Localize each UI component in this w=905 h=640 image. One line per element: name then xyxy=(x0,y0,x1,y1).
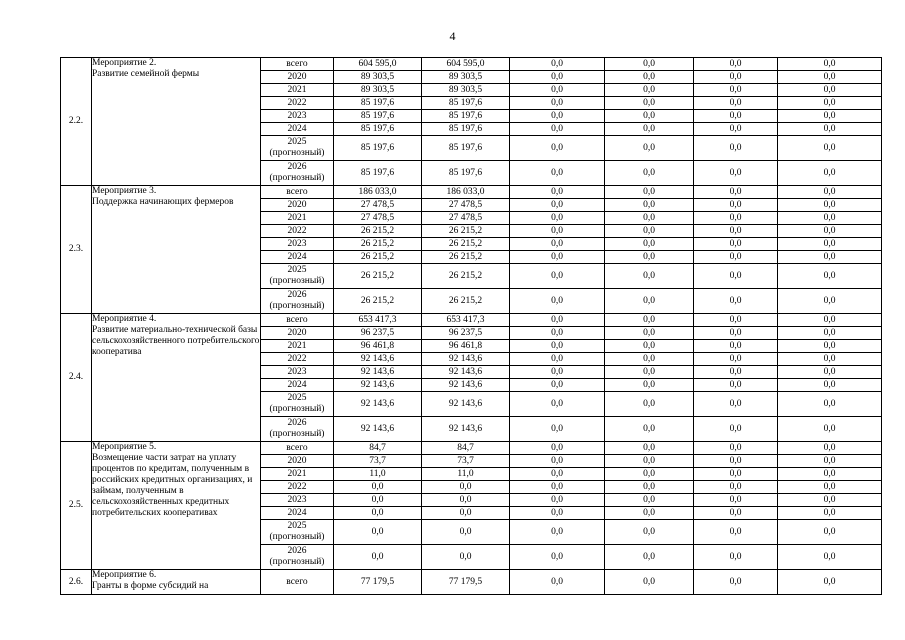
amount-cell: 0,0 xyxy=(694,161,778,186)
amount-cell: 0,0 xyxy=(510,225,605,238)
amount-cell: 0,0 xyxy=(778,123,882,136)
amount-cell: 0,0 xyxy=(605,481,694,494)
amount-cell: 92 143,6 xyxy=(334,366,422,379)
section-number: 2.2. xyxy=(61,58,92,186)
amount-cell: 0,0 xyxy=(778,494,882,507)
amount-cell: 0,0 xyxy=(778,58,882,71)
amount-cell: 96 461,8 xyxy=(422,340,510,353)
amount-cell: 11,0 xyxy=(334,468,422,481)
amount-cell: 77 179,5 xyxy=(334,570,422,595)
amount-cell: 0,0 xyxy=(510,71,605,84)
amount-cell: 0,0 xyxy=(605,494,694,507)
amount-cell: 0,0 xyxy=(694,97,778,110)
period-cell xyxy=(261,97,334,110)
amount-cell: 0,0 xyxy=(605,455,694,468)
amount-cell: 26 215,2 xyxy=(334,289,422,314)
amount-cell: 0,0 xyxy=(605,238,694,251)
period-cell xyxy=(261,84,334,97)
period-note: (прогнозный) xyxy=(269,532,325,542)
amount-cell: 0,0 xyxy=(510,314,605,327)
amount-cell: 0,0 xyxy=(778,392,882,417)
amount-cell: 92 143,6 xyxy=(334,417,422,442)
amount-cell: 0,0 xyxy=(510,520,605,545)
period-cell xyxy=(261,123,334,136)
table-row xyxy=(61,58,882,71)
amount-cell: 604 595,0 xyxy=(334,58,422,71)
amount-cell: 0,0 xyxy=(778,238,882,251)
amount-cell: 85 197,6 xyxy=(422,110,510,123)
amount-cell: 92 143,6 xyxy=(334,379,422,392)
period-cell xyxy=(261,212,334,225)
amount-cell: 0,0 xyxy=(778,161,882,186)
period-cell xyxy=(261,58,334,71)
amount-cell: 186 033,0 xyxy=(334,186,422,199)
amount-cell: 0,0 xyxy=(510,238,605,251)
period-cell xyxy=(261,71,334,84)
amount-cell: 0,0 xyxy=(694,264,778,289)
period-label: 2024 xyxy=(287,379,307,390)
amount-cell: 0,0 xyxy=(694,545,778,570)
amount-cell: 26 215,2 xyxy=(334,238,422,251)
amount-cell: 0,0 xyxy=(510,481,605,494)
amount-cell: 27 478,5 xyxy=(334,212,422,225)
amount-cell: 604 595,0 xyxy=(422,58,510,71)
period-label: 2022 xyxy=(287,225,307,236)
amount-cell: 0,0 xyxy=(510,136,605,161)
amount-cell: 0,0 xyxy=(605,199,694,212)
period-label: 2023 xyxy=(287,494,307,505)
period-label: 2021 xyxy=(287,84,307,95)
amount-cell: 0,0 xyxy=(510,570,605,595)
amount-cell: 0,0 xyxy=(510,251,605,264)
amount-cell: 0,0 xyxy=(334,481,422,494)
period-label: 2020 xyxy=(287,327,307,338)
amount-cell: 0,0 xyxy=(605,186,694,199)
amount-cell: 0,0 xyxy=(605,84,694,97)
amount-cell: 85 197,6 xyxy=(422,136,510,161)
amount-cell: 186 033,0 xyxy=(422,186,510,199)
amount-cell: 92 143,6 xyxy=(422,366,510,379)
amount-cell: 85 197,6 xyxy=(422,97,510,110)
amount-cell: 0,0 xyxy=(605,97,694,110)
section-number: 2.3. xyxy=(61,186,92,314)
amount-cell: 0,0 xyxy=(510,289,605,314)
amount-cell: 0,0 xyxy=(694,417,778,442)
amount-cell: 653 417,3 xyxy=(334,314,422,327)
amount-cell: 0,0 xyxy=(605,570,694,595)
amount-cell: 0,0 xyxy=(422,545,510,570)
period-cell xyxy=(261,199,334,212)
activity-name: Мероприятие 4. Развитие материально-технической базы сельскохозяйственного потребительского кооператива xyxy=(92,314,261,442)
amount-cell: 0,0 xyxy=(510,186,605,199)
amount-cell: 0,0 xyxy=(422,507,510,520)
period-cell xyxy=(261,110,334,123)
amount-cell: 85 197,6 xyxy=(334,123,422,136)
amount-cell: 0,0 xyxy=(605,251,694,264)
period-label: 2024 xyxy=(287,251,307,262)
amount-cell: 0,0 xyxy=(694,520,778,545)
amount-cell: 89 303,5 xyxy=(422,84,510,97)
amount-cell: 0,0 xyxy=(422,520,510,545)
amount-cell: 0,0 xyxy=(694,366,778,379)
amount-cell: 0,0 xyxy=(778,225,882,238)
amount-cell: 0,0 xyxy=(605,442,694,455)
period-label: 2025 xyxy=(287,137,307,147)
amount-cell: 0,0 xyxy=(510,455,605,468)
amount-cell: 0,0 xyxy=(510,545,605,570)
period-cell xyxy=(261,417,334,442)
period-label: 2020 xyxy=(287,71,307,82)
period-note: (прогнозный) xyxy=(269,557,325,567)
amount-cell: 0,0 xyxy=(694,494,778,507)
amount-cell: 26 215,2 xyxy=(422,225,510,238)
period-label: 2026 xyxy=(287,162,307,172)
period-label: 2024 xyxy=(287,123,307,134)
amount-cell: 92 143,6 xyxy=(334,353,422,366)
period-label: 2026 xyxy=(287,546,307,556)
period-cell xyxy=(261,379,334,392)
period-cell xyxy=(261,289,334,314)
table-row xyxy=(61,186,882,199)
amount-cell: 26 215,2 xyxy=(422,238,510,251)
amount-cell: 0,0 xyxy=(778,264,882,289)
activity-name: Мероприятие 2. Развитие семейной фермы xyxy=(92,58,261,186)
period-note: (прогнозный) xyxy=(269,173,325,183)
amount-cell: 0,0 xyxy=(334,545,422,570)
section-number: 2.4. xyxy=(61,314,92,442)
period-cell xyxy=(261,251,334,264)
period-cell xyxy=(261,442,334,455)
amount-cell: 92 143,6 xyxy=(422,353,510,366)
amount-cell: 0,0 xyxy=(778,71,882,84)
amount-cell: 0,0 xyxy=(510,417,605,442)
amount-cell: 0,0 xyxy=(694,123,778,136)
amount-cell: 89 303,5 xyxy=(334,71,422,84)
table-row xyxy=(61,570,882,595)
amount-cell: 0,0 xyxy=(605,327,694,340)
amount-cell: 0,0 xyxy=(694,186,778,199)
period-cell xyxy=(261,161,334,186)
activity-name: Мероприятие 6. Гранты в форме субсидий на xyxy=(92,570,261,595)
amount-cell: 0,0 xyxy=(694,392,778,417)
amount-cell: 0,0 xyxy=(605,340,694,353)
amount-cell: 0,0 xyxy=(694,570,778,595)
period-note: (прогнозный) xyxy=(269,429,325,439)
section-number: 2.5. xyxy=(61,442,92,570)
amount-cell: 73,7 xyxy=(334,455,422,468)
amount-cell: 0,0 xyxy=(694,442,778,455)
period-label: 2023 xyxy=(287,366,307,377)
period-label: 2025 xyxy=(287,265,307,275)
amount-cell: 0,0 xyxy=(605,314,694,327)
activity-name: Мероприятие 3. Поддержка начинающих фермеров xyxy=(92,186,261,314)
period-cell xyxy=(261,494,334,507)
section-number: 2.6. xyxy=(61,570,92,595)
amount-cell: 85 197,6 xyxy=(334,110,422,123)
amount-cell: 0,0 xyxy=(778,136,882,161)
amount-cell: 92 143,6 xyxy=(422,392,510,417)
amount-cell: 26 215,2 xyxy=(422,264,510,289)
amount-cell: 0,0 xyxy=(510,442,605,455)
amount-cell: 0,0 xyxy=(605,545,694,570)
period-note: (прогнозный) xyxy=(269,301,325,311)
amount-cell: 92 143,6 xyxy=(334,392,422,417)
amount-cell: 0,0 xyxy=(778,340,882,353)
amount-cell: 0,0 xyxy=(510,212,605,225)
amount-cell: 26 215,2 xyxy=(334,264,422,289)
amount-cell: 0,0 xyxy=(605,212,694,225)
period-label: 2024 xyxy=(287,507,307,518)
amount-cell: 0,0 xyxy=(510,327,605,340)
period-cell xyxy=(261,545,334,570)
amount-cell: 0,0 xyxy=(510,468,605,481)
period-cell xyxy=(261,327,334,340)
amount-cell: 0,0 xyxy=(694,84,778,97)
amount-cell: 0,0 xyxy=(605,161,694,186)
amount-cell: 0,0 xyxy=(778,251,882,264)
period-cell xyxy=(261,455,334,468)
amount-cell: 0,0 xyxy=(778,468,882,481)
period-label: всего xyxy=(286,186,308,197)
amount-cell: 0,0 xyxy=(778,481,882,494)
period-cell xyxy=(261,136,334,161)
amount-cell: 0,0 xyxy=(694,340,778,353)
amount-cell: 0,0 xyxy=(605,366,694,379)
period-cell xyxy=(261,314,334,327)
amount-cell: 653 417,3 xyxy=(422,314,510,327)
period-label: 2023 xyxy=(287,238,307,249)
amount-cell: 0,0 xyxy=(605,379,694,392)
amount-cell: 0,0 xyxy=(510,494,605,507)
period-label: 2022 xyxy=(287,353,307,364)
amount-cell: 0,0 xyxy=(778,327,882,340)
period-note: (прогнозный) xyxy=(269,404,325,414)
period-label: 2022 xyxy=(287,481,307,492)
amount-cell: 27 478,5 xyxy=(334,199,422,212)
amount-cell: 0,0 xyxy=(510,58,605,71)
period-label: 2026 xyxy=(287,290,307,300)
amount-cell: 0,0 xyxy=(778,84,882,97)
amount-cell: 96 461,8 xyxy=(334,340,422,353)
amount-cell: 26 215,2 xyxy=(422,251,510,264)
amount-cell: 26 215,2 xyxy=(334,225,422,238)
amount-cell: 89 303,5 xyxy=(334,84,422,97)
amount-cell: 0,0 xyxy=(605,417,694,442)
amount-cell: 0,0 xyxy=(778,97,882,110)
amount-cell: 0,0 xyxy=(778,570,882,595)
amount-cell: 0,0 xyxy=(510,379,605,392)
amount-cell: 0,0 xyxy=(510,507,605,520)
amount-cell: 0,0 xyxy=(694,455,778,468)
amount-cell: 0,0 xyxy=(605,123,694,136)
amount-cell: 0,0 xyxy=(334,520,422,545)
period-label: всего xyxy=(286,442,308,453)
period-cell xyxy=(261,366,334,379)
amount-cell: 0,0 xyxy=(694,58,778,71)
period-label: всего xyxy=(286,576,308,587)
period-cell xyxy=(261,264,334,289)
amount-cell: 0,0 xyxy=(694,136,778,161)
amount-cell: 0,0 xyxy=(694,327,778,340)
page-number: 4 xyxy=(449,29,456,43)
amount-cell: 0,0 xyxy=(694,379,778,392)
amount-cell: 85 197,6 xyxy=(334,161,422,186)
amount-cell: 84,7 xyxy=(334,442,422,455)
amount-cell: 85 197,6 xyxy=(422,123,510,136)
amount-cell: 0,0 xyxy=(605,392,694,417)
amount-cell: 96 237,5 xyxy=(334,327,422,340)
amount-cell: 85 197,6 xyxy=(334,97,422,110)
table-row xyxy=(61,314,882,327)
amount-cell: 0,0 xyxy=(334,507,422,520)
amount-cell: 0,0 xyxy=(694,212,778,225)
amount-cell: 0,0 xyxy=(778,353,882,366)
amount-cell: 0,0 xyxy=(694,199,778,212)
period-note: (прогнозный) xyxy=(269,276,325,286)
amount-cell: 84,7 xyxy=(422,442,510,455)
amount-cell: 0,0 xyxy=(605,353,694,366)
amount-cell: 77 179,5 xyxy=(422,570,510,595)
period-cell xyxy=(261,225,334,238)
amount-cell: 0,0 xyxy=(605,507,694,520)
amount-cell: 0,0 xyxy=(510,366,605,379)
amount-cell: 0,0 xyxy=(778,379,882,392)
amount-cell: 0,0 xyxy=(778,520,882,545)
amount-cell: 0,0 xyxy=(694,238,778,251)
amount-cell: 0,0 xyxy=(510,161,605,186)
amount-cell: 92 143,6 xyxy=(422,379,510,392)
period-label: 2026 xyxy=(287,418,307,428)
amount-cell: 0,0 xyxy=(510,199,605,212)
program-funding-table xyxy=(60,57,882,595)
amount-cell: 0,0 xyxy=(605,136,694,161)
amount-cell: 0,0 xyxy=(605,58,694,71)
amount-cell: 0,0 xyxy=(778,212,882,225)
amount-cell: 0,0 xyxy=(334,494,422,507)
amount-cell: 0,0 xyxy=(510,97,605,110)
amount-cell: 0,0 xyxy=(778,545,882,570)
period-label: 2025 xyxy=(287,521,307,531)
amount-cell: 11,0 xyxy=(422,468,510,481)
amount-cell: 96 237,5 xyxy=(422,327,510,340)
amount-cell: 0,0 xyxy=(778,455,882,468)
period-label: 2023 xyxy=(287,110,307,121)
period-cell xyxy=(261,520,334,545)
period-label: 2025 xyxy=(287,393,307,403)
period-cell xyxy=(261,392,334,417)
amount-cell: 85 197,6 xyxy=(334,136,422,161)
amount-cell: 0,0 xyxy=(422,481,510,494)
amount-cell: 92 143,6 xyxy=(422,417,510,442)
period-label: 2021 xyxy=(287,340,307,351)
amount-cell: 0,0 xyxy=(605,289,694,314)
amount-cell: 0,0 xyxy=(778,507,882,520)
amount-cell: 0,0 xyxy=(510,264,605,289)
period-cell xyxy=(261,238,334,251)
amount-cell: 0,0 xyxy=(694,225,778,238)
period-cell xyxy=(261,186,334,199)
amount-cell: 0,0 xyxy=(694,468,778,481)
amount-cell: 73,7 xyxy=(422,455,510,468)
amount-cell: 0,0 xyxy=(694,353,778,366)
amount-cell: 0,0 xyxy=(605,71,694,84)
amount-cell: 0,0 xyxy=(694,481,778,494)
amount-cell: 0,0 xyxy=(778,289,882,314)
amount-cell: 0,0 xyxy=(605,520,694,545)
period-note: (прогнозный) xyxy=(269,148,325,158)
amount-cell: 89 303,5 xyxy=(422,71,510,84)
amount-cell: 0,0 xyxy=(778,417,882,442)
amount-cell: 0,0 xyxy=(694,507,778,520)
amount-cell: 85 197,6 xyxy=(422,161,510,186)
amount-cell: 0,0 xyxy=(605,264,694,289)
amount-cell: 0,0 xyxy=(422,494,510,507)
amount-cell: 0,0 xyxy=(605,110,694,123)
activity-name: Мероприятие 5. Возмещение части затрат на уплату процентов по кредитам, полученным в российских кредитных организациях, и займам, полученным в сельскохозяйственных кредитных потребительских кооперативах xyxy=(92,442,261,570)
period-label: всего xyxy=(286,58,308,69)
period-cell xyxy=(261,507,334,520)
amount-cell: 26 215,2 xyxy=(422,289,510,314)
table-row xyxy=(61,442,882,455)
amount-cell: 0,0 xyxy=(778,314,882,327)
amount-cell: 0,0 xyxy=(510,110,605,123)
amount-cell: 0,0 xyxy=(778,110,882,123)
amount-cell: 27 478,5 xyxy=(422,199,510,212)
amount-cell: 0,0 xyxy=(510,84,605,97)
amount-cell: 0,0 xyxy=(694,71,778,84)
amount-cell: 0,0 xyxy=(605,468,694,481)
period-cell xyxy=(261,468,334,481)
period-cell xyxy=(261,570,334,595)
amount-cell: 0,0 xyxy=(510,353,605,366)
amount-cell: 0,0 xyxy=(694,314,778,327)
amount-cell: 0,0 xyxy=(778,199,882,212)
period-label: 2020 xyxy=(287,199,307,210)
amount-cell: 0,0 xyxy=(778,366,882,379)
amount-cell: 26 215,2 xyxy=(334,251,422,264)
period-label: всего xyxy=(286,314,308,325)
period-cell xyxy=(261,340,334,353)
amount-cell: 0,0 xyxy=(605,225,694,238)
amount-cell: 0,0 xyxy=(510,340,605,353)
amount-cell: 0,0 xyxy=(778,442,882,455)
amount-cell: 0,0 xyxy=(694,251,778,264)
period-cell xyxy=(261,481,334,494)
amount-cell: 0,0 xyxy=(510,123,605,136)
period-label: 2021 xyxy=(287,468,307,479)
period-label: 2021 xyxy=(287,212,307,223)
amount-cell: 27 478,5 xyxy=(422,212,510,225)
period-cell xyxy=(261,353,334,366)
amount-cell: 0,0 xyxy=(694,110,778,123)
period-label: 2022 xyxy=(287,97,307,108)
amount-cell: 0,0 xyxy=(510,392,605,417)
amount-cell: 0,0 xyxy=(694,289,778,314)
period-label: 2020 xyxy=(287,455,307,466)
amount-cell: 0,0 xyxy=(778,186,882,199)
